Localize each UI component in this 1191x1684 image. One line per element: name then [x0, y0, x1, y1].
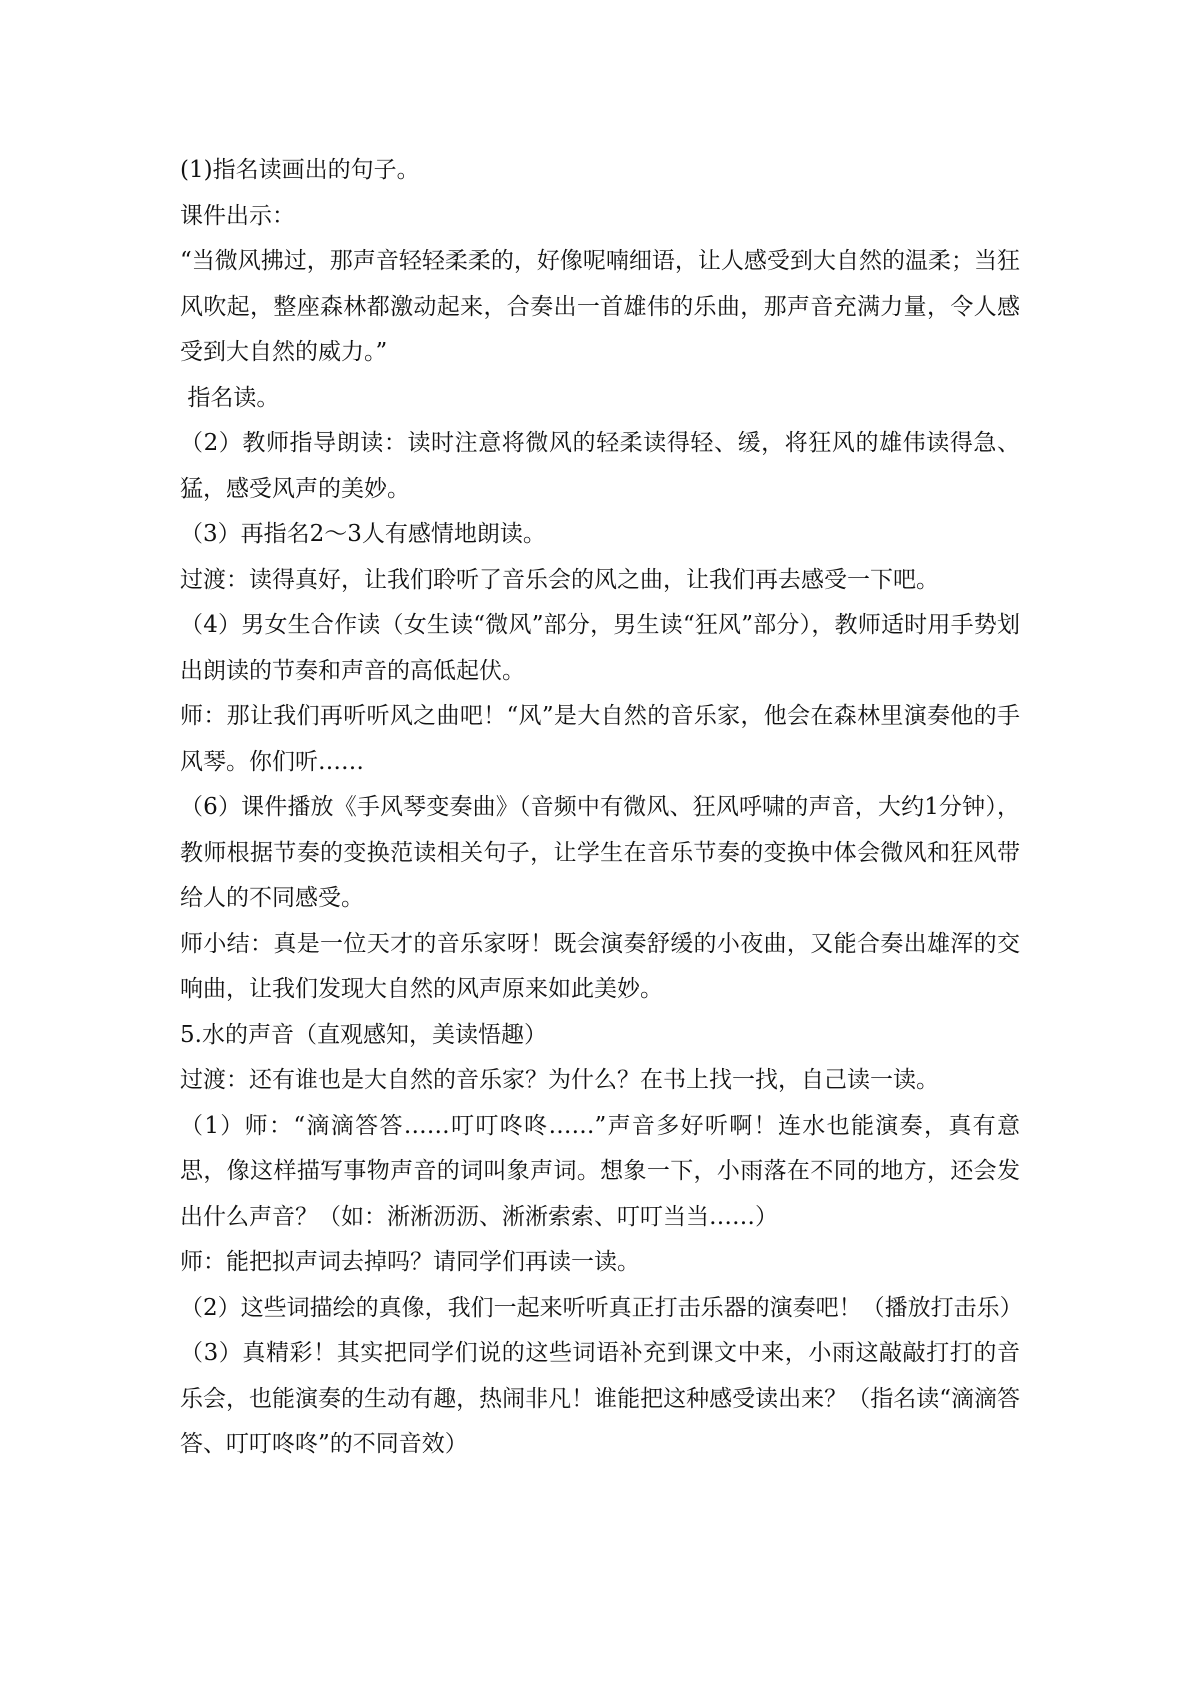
document-body — [180, 148, 1023, 1468]
paragraph-5: （2）教师指导朗读：读时注意将微风的轻柔读得轻、缓，将狂风的雄伟读得急、猛，感受风声的美妙。 — [180, 430, 1020, 502]
paragraph-8: （4）男女生合作读（女生读“微风”部分，男生读“狂风”部分），教师适时用手势划出朗读的节奏和声音的高低起伏。 — [180, 612, 1020, 684]
paragraph-10: （6）课件播放《手风琴变奏曲》（音频中有微风、狂风呼啸的声音，大约1分钟），教师根据节奏的变换范读相关句子，让学生在音乐节奏的变换中体会微风和狂风带给人的不同感受。 — [180, 794, 1020, 911]
paragraph-7: 过渡：读得真好，让我们聆听了音乐会的风之曲，让我们再去感受一下吧。 — [180, 566, 939, 593]
paragraph-3: “当微风拂过，那声音轻轻柔柔的，好像呢喃细语，让人感受到大自然的温柔；当狂风吹起，整座森林都激动起来，合奏出一首雄伟的乐曲，那声音充满力量，令人感受到大自然的威力。” — [180, 248, 1020, 365]
paragraph-17: （3）真精彩！其实把同学们说的这些词语补充到课文中来，小雨这敲敲打打的音乐会，也能演奏的生动有趣，热闹非凡！谁能把这种感受读出来？（指名读“滴滴答答、叮叮咚咚”的不同音效） — [180, 1340, 1020, 1457]
paragraph-11: 师小结：真是一位天才的音乐家呀！既会演奏舒缓的小夜曲，又能合奏出雄浑的交响曲，让我们发现大自然的风声原来如此美妙。 — [180, 930, 1020, 1002]
paragraph-16: （2）这些词描绘的真像，我们一起来听听真正打击乐器的演奏吧！（播放打击乐） — [180, 1294, 1023, 1321]
paragraph-9: 师：那让我们再听听风之曲吧！“风”是大自然的音乐家，他会在森林里演奏他的手风琴。你们听…… — [180, 703, 1020, 775]
paragraph-15: 师：能把拟声词去掉吗？请同学们再读一读。 — [180, 1249, 640, 1275]
paragraph-13: 过渡：还有谁也是大自然的音乐家？为什么？在书上找一找，自己读一读。 — [180, 1067, 939, 1093]
paragraph-12: 5.水的声音（直观感知，美读悟趣） — [180, 1021, 547, 1048]
paragraph-4: 指名读。 — [180, 384, 280, 411]
paragraph-14: （1）师：“滴滴答答……叮叮咚咚……”声音多好听啊！连水也能演奏，真有意思，像这样描写事物声音的词叫象声词。想象一下，小雨落在不同的地方，还会发出什么声音？（如：淅淅沥沥、淅淅索索、叮叮当当……） — [180, 1112, 1020, 1230]
paragraph-6: （3）再指名2～3人有感情地朗读。 — [180, 521, 546, 547]
paragraph-2: 课件出示： — [180, 202, 295, 229]
paragraph-1: (1)指名读画出的句子。 — [180, 157, 420, 183]
